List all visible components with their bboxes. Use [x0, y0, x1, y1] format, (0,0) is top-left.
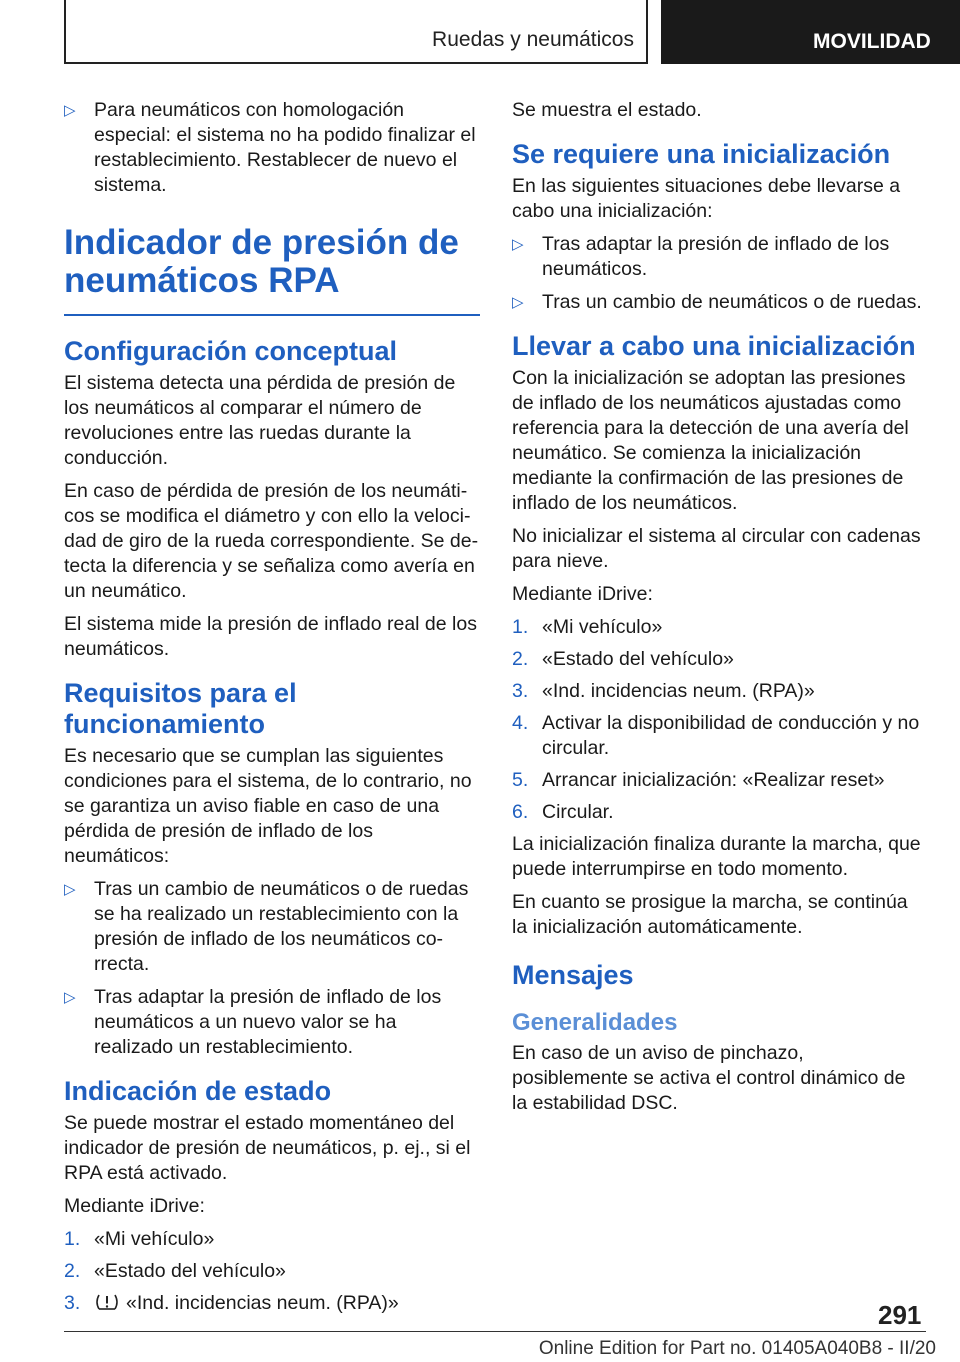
- paragraph: Mediante iDrive:: [512, 583, 653, 605]
- list-item: ▷ Tras adaptar la presión de inflado de los neumáticos.: [512, 233, 890, 280]
- paragraph: El sistema detecta una pérdida de presión de los neumáticos al comparar el número de revoluciones entre las ruedas durante la conducción.: [64, 372, 456, 469]
- triangle-bullet-icon: ▷: [64, 989, 76, 1006]
- requirements-list: [64, 877, 480, 1060]
- init-required-list: [512, 232, 924, 315]
- section-heading: Requisitos para el funcionamiento: [64, 678, 297, 739]
- list-item: 5. Arrancar inicialización: «Realizar reset»: [512, 769, 885, 791]
- section-heading: Llevar a cabo una inicialización: [512, 331, 916, 361]
- list-item: 3. «Ind. incidencias neum. (RPA)»: [64, 1292, 399, 1314]
- heading-rule: [64, 314, 480, 316]
- footer-edition: Online Edition for Part no. 01405A040B8 - II/20: [538, 1338, 936, 1359]
- page-header: [0, 0, 960, 66]
- paragraph: La inicialización finaliza durante la marcha, que puede interrumpirse en todo momento.: [512, 833, 921, 880]
- paragraph: No inicializar el sistema al circular con cadenas para nieve.: [512, 525, 921, 572]
- list-item: 2. «Estado del vehículo»: [64, 1260, 286, 1282]
- paragraph: Se puede mostrar el estado momentáneo del indicador de presión de neumáticos, p. ej., si el RPA está activado.: [64, 1112, 471, 1184]
- intro-list: [64, 98, 480, 198]
- paragraph: Se muestra el estado.: [512, 99, 702, 121]
- list-item: 4. Activar la disponibilidad de conducción y no circular.: [512, 712, 920, 759]
- init-steps: [512, 615, 924, 825]
- triangle-bullet-icon: ▷: [512, 294, 524, 311]
- right-column: [512, 98, 924, 1124]
- paragraph: Mediante iDrive:: [64, 1195, 205, 1217]
- page-number: 291: [878, 1300, 922, 1330]
- tire-pressure-warning-icon: [94, 1292, 120, 1312]
- idrive-steps: [64, 1227, 480, 1316]
- section-heading: Indicación de estado: [64, 1076, 332, 1106]
- list-item: 2. «Estado del vehículo»: [512, 648, 734, 670]
- left-column: [64, 98, 480, 1323]
- list-item: 1. «Mi vehículo»: [512, 616, 663, 638]
- triangle-bullet-icon: ▷: [64, 881, 76, 898]
- subsection-heading: Generalidades: [512, 1009, 678, 1036]
- list-item: ▷ Para neumáticos con homologación especial: el sistema no ha podido finalizar el restablecimiento. Restablecer de nuevo el sistema.: [64, 99, 476, 196]
- paragraph: En caso de pérdida de presión de los neumáticos se modifica el diámetro y con ello la velocidad de giro de la rueda correspondiente. Se detecta la diferencia y se señaliza como avería en un neumático.: [64, 480, 479, 602]
- paragraph: Con la inicialización se adoptan las presiones de inflado de los neumáticos ajustadas como referencia para la detección de una avería del neumático. Se comienza la inicialización mediante la confirmación de las presiones de inflado de los neumáticos.: [512, 367, 909, 514]
- paragraph: Es necesario que se cumplan las siguientes condiciones para el sistema, de lo contrario, no se garantiza un aviso fiable en caso de una pérdida de presión de inflado de los neumáticos:: [64, 745, 472, 867]
- section-heading: Mensajes: [512, 960, 634, 990]
- paragraph: En caso de un aviso de pinchazo, posiblemente se activa el control dinámico de la estabilidad DSC.: [512, 1042, 906, 1114]
- list-item: ▷ Tras un cambio de neumáticos o de ruedas se ha realizado un restablecimiento con la presión de inflado de los neumáticos correcta.: [64, 878, 469, 975]
- paragraph: En las siguientes situaciones debe llevarse a cabo una inicialización:: [512, 175, 901, 222]
- section-header-box: [64, 0, 648, 64]
- section-heading: Se requiere una inicialización: [512, 139, 891, 169]
- chapter-heading: Indicador de presión de neumáticos RPA: [64, 223, 459, 300]
- list-item: ▷ Tras adaptar la presión de inflado de los neumáticos a un nuevo valor se ha realizado un restablecimiento.: [64, 986, 442, 1058]
- triangle-bullet-icon: ▷: [512, 236, 524, 253]
- paragraph: En cuanto se prosigue la marcha, se continúa la inicialización automáticamente.: [512, 891, 908, 938]
- section-title: Ruedas y neumáticos: [432, 28, 634, 51]
- list-item: 6. Circular.: [512, 801, 614, 823]
- footer-rule: [64, 1331, 926, 1332]
- chapter-tab: MOVILIDAD: [661, 0, 960, 64]
- paragraph: El sistema mide la presión de inflado real de los neumáticos.: [64, 613, 477, 660]
- triangle-bullet-icon: ▷: [64, 102, 76, 119]
- list-item: 3. «Ind. incidencias neum. (RPA)»: [512, 680, 815, 702]
- list-item: 1. «Mi vehículo»: [64, 1228, 215, 1250]
- list-item: ▷ Tras un cambio de neumáticos o de ruedas.: [512, 291, 922, 313]
- section-heading: Configuración conceptual: [64, 336, 398, 366]
